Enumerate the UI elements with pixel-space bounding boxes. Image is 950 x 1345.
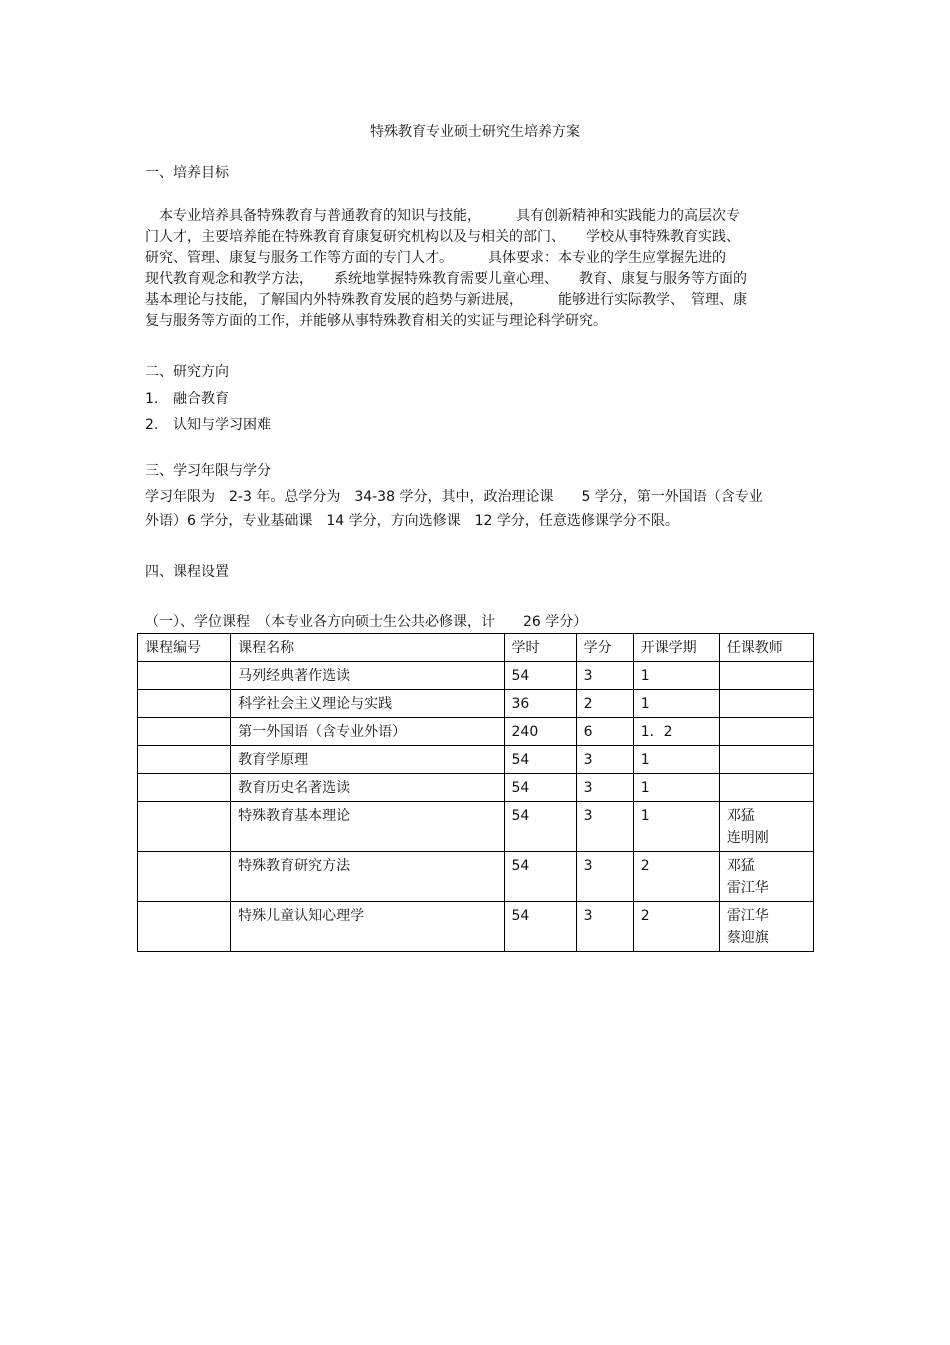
course-teachers [719,662,813,690]
paragraph-line: 本专业培养具备特殊教育与普通教育的知识与技能， 具有创新精神和实践能力的高层次专 [145,208,740,224]
teacher-name: 雷江华 [726,908,769,924]
course-teachers [719,718,813,746]
course-subheading: （一）、学位课程 （本专业各方向硕士生公共必修课，计 26 学分） [145,614,588,630]
course-term: 1 [633,690,719,718]
section4-heading: 四、课程设置 [145,564,229,580]
course-name: 特殊儿童认知心理学 [231,902,504,952]
course-term: 1 [633,802,719,852]
course-credits: 3 [576,746,633,774]
course-term: 1 [633,662,719,690]
course-name: 特殊教育基本理论 [231,802,504,852]
teacher-name: 雷江华 [726,880,769,896]
table-row [138,802,814,852]
course-code [138,690,231,718]
course-name: 科学社会主义理论与实践 [231,690,504,718]
list-text: 认知与学习困难 [173,417,271,433]
course-code [138,852,231,902]
teacher-name: 连明刚 [726,830,769,846]
list-item [145,414,271,434]
table-row [138,718,814,746]
course-code [138,802,231,852]
header-cell: 学时 [504,634,576,662]
course-code [138,662,231,690]
paragraph-line: 复与服务等方面的工作，并能够从事特殊教育相关的实证与理论科学研究。 [145,313,607,329]
list-item [145,388,229,408]
course-credits: 3 [576,802,633,852]
course-table [137,633,814,952]
course-hours: 54 [504,746,576,774]
table-row [138,690,814,718]
table-header-row [138,634,814,662]
table-row [138,774,814,802]
course-term: 1 [633,746,719,774]
course-credits: 3 [576,662,633,690]
teacher-name: 邓猛 [726,808,755,824]
course-hours: 54 [504,774,576,802]
course-hours: 54 [504,662,576,690]
section3-paragraph [145,485,815,533]
course-hours: 54 [504,902,576,952]
list-text: 融合教育 [173,391,229,407]
table-row [138,902,814,952]
teacher-name: 蔡迎旗 [726,930,769,946]
course-teachers [719,852,813,902]
course-term: 1 [633,774,719,802]
course-name: 特殊教育研究方法 [231,852,504,902]
course-credits: 3 [576,774,633,802]
course-term: 2 [633,852,719,902]
course-hours: 54 [504,802,576,852]
teacher-name: 邓猛 [726,858,755,874]
list-number: 1. [145,391,159,407]
document-title: 特殊教育专业硕士研究生培养方案 [370,124,580,140]
course-credits: 3 [576,902,633,952]
course-teachers [719,802,813,852]
course-name: 第一外国语（含专业外语） [231,718,504,746]
course-teachers [719,690,813,718]
paragraph-line: 现代教育观念和教学方法， 系统地掌握特殊教育需要儿童心理、 教育、康复与服务等方面的 [145,271,747,287]
course-teachers [719,902,813,952]
paragraph-line: 外语）6 学分，专业基础课 14 学分，方向选修课 12 学分，任意选修课学分不限。 [145,513,679,529]
course-hours: 36 [504,690,576,718]
course-hours: 240 [504,718,576,746]
course-credits: 3 [576,852,633,902]
course-teachers [719,746,813,774]
course-code [138,746,231,774]
header-cell: 任课教师 [719,634,813,662]
course-name: 教育学原理 [231,746,504,774]
header-cell: 课程名称 [231,634,504,662]
paragraph-line: 学习年限为 2-3 年。总学分为 34-38 学分，其中，政治理论课 5 学分，第一外国语（含专业 [145,489,763,505]
course-teachers [719,774,813,802]
section2-heading: 二、研究方向 [145,364,229,380]
paragraph-line: 门人才，主要培养能在特殊教育育康复研究机构以及与相关的部门、 学校从事特殊教育实践、 [145,229,740,245]
course-credits: 2 [576,690,633,718]
course-code [138,718,231,746]
header-cell: 开课学期 [633,634,719,662]
table-row [138,746,814,774]
table-row [138,662,814,690]
course-name: 马列经典著作选读 [231,662,504,690]
table-row [138,852,814,902]
course-code [138,774,231,802]
course-credits: 6 [576,718,633,746]
course-code [138,902,231,952]
course-term: 1．2 [633,718,719,746]
section1-paragraph [145,206,815,332]
paragraph-line: 基本理论与技能，了解国内外特殊教育发展的趋势与新进展， 能够进行实际教学、 管理、康 [145,292,747,308]
header-cell: 课程编号 [138,634,231,662]
list-number: 2. [145,417,159,433]
section3-heading: 三、学习年限与学分 [145,463,271,479]
paragraph-line: 研究、管理、康复与服务工作等方面的专门人才。 具体要求：本专业的学生应掌握先进的 [145,250,726,266]
course-hours: 54 [504,852,576,902]
course-term: 2 [633,902,719,952]
section1-heading: 一、培养目标 [145,165,229,181]
header-cell: 学分 [576,634,633,662]
course-name: 教育历史名著选读 [231,774,504,802]
